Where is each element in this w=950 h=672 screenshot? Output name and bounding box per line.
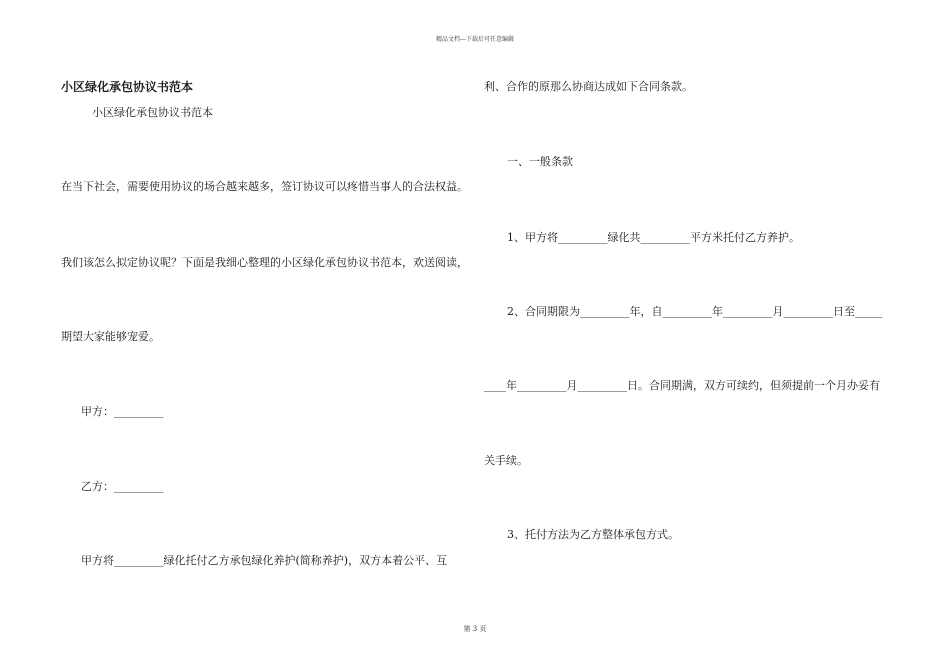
party-a-line: 甲方：_________: [81, 405, 164, 418]
clause-2: 2、合同期限为_________年，自_________年_________月_________日至_____: [507, 305, 883, 318]
section-general-terms: 一、一般条款: [507, 155, 573, 168]
clause-1: 1、甲方将_________绿化共_________平方米托付乙方养护。: [507, 231, 800, 244]
clause-3: 3、托付方法为乙方整体承包方式。: [507, 528, 679, 541]
document-subtitle: 小区绿化承包协议书范本: [92, 106, 213, 119]
party-b-line: 乙方：_________: [81, 480, 164, 493]
clause-2-continued: ____年_________月_________日。合同期满，双方可续约，但须提前一个月办妥有: [484, 379, 880, 392]
paragraph-3: 期望大家能够宠爱。: [61, 330, 160, 343]
page-header: 精品文档---下载后可任意编辑: [435, 36, 515, 43]
page-number: 第 3 页: [463, 625, 487, 633]
paragraph-2: 我们该怎么拟定协议呢？下面是我细心整理的小区绿化承包协议书范本，欢送阅读，: [61, 256, 468, 269]
paragraph-1: 在当下社会，需要使用协议的场合越来越多，签订协议可以疼惜当事人的合法权益。: [61, 180, 468, 193]
paragraph-4: 甲方将_________绿化托付乙方承包绿化养护(简称养护)，双方本着公平、互: [81, 554, 448, 567]
document-title: 小区绿化承包协议书范本: [61, 80, 194, 94]
clause-2-end: 关手续。: [484, 454, 528, 467]
right-line-1: 利、合作的原那么协商达成如下合同条款。: [484, 80, 693, 93]
